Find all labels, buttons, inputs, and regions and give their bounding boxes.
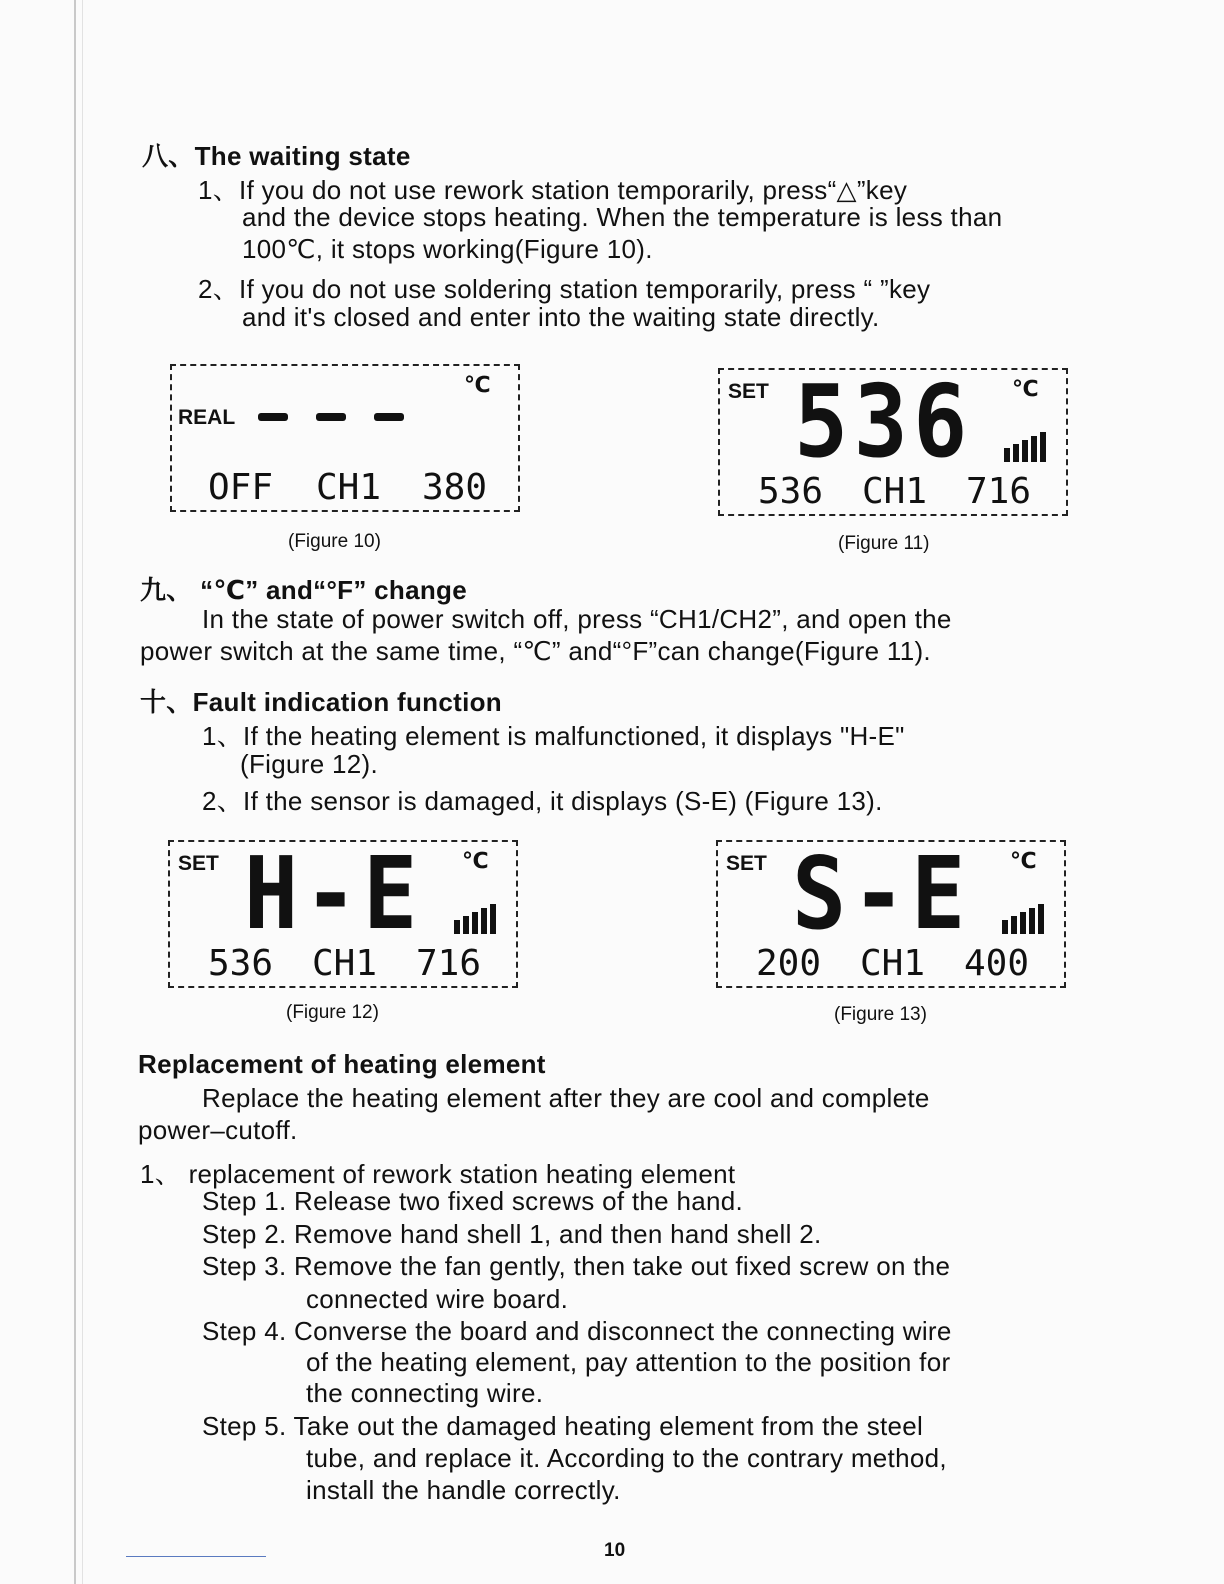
- paragraph-line: 100℃, it stops working(Figure 10).: [242, 234, 653, 264]
- signal-bars-icon: [454, 904, 499, 934]
- page-binding-shadow: [82, 0, 83, 1584]
- step-line: of the heating element, pay attention to the position for: [306, 1347, 951, 1377]
- figure-caption: (Figure 12): [286, 1002, 379, 1023]
- step-line: Step 2. Remove hand shell 1, and then hand shell 2.: [202, 1219, 822, 1249]
- step-line: Step 1. Release two fixed screws of the hand.: [202, 1186, 744, 1216]
- figure-caption: (Figure 10): [288, 531, 381, 552]
- paragraph-line: In the state of power switch off, press “CH1/CH2”, and open the: [202, 604, 952, 634]
- lcd-display-figure-11: [718, 363, 1068, 516]
- step-line: Step 5. Take out the damaged heating element from the steel: [202, 1411, 924, 1441]
- step-line: install the handle correctly.: [306, 1475, 621, 1505]
- section-heading-replacement: Replacement of heating element: [138, 1049, 546, 1079]
- lcd-value: 200: [756, 943, 822, 984]
- section-heading-waiting-state: 八、The waiting state: [142, 141, 411, 171]
- lcd-main-value: S-E: [792, 835, 971, 952]
- set-label: SET: [178, 852, 219, 875]
- dash-placeholder-digits: [258, 408, 432, 426]
- step-line: Step 4. Converse the board and disconnect the connecting wire: [202, 1316, 952, 1346]
- figure-caption: (Figure 11): [838, 533, 930, 554]
- lcd-display-figure-10: [170, 364, 520, 512]
- step-line: Step 3. Remove the fan gently, then take out fixed screw on the: [202, 1251, 951, 1281]
- lcd-channel: CH1: [862, 471, 928, 512]
- paragraph-line: 1、If you do not use rework station temporarily, press“△”key: [198, 175, 908, 205]
- celsius-unit: ℃: [462, 848, 489, 873]
- lcd-display-figure-13: [716, 835, 1066, 988]
- real-label: REAL: [178, 406, 236, 429]
- lcd-value: 400: [964, 943, 1030, 984]
- paragraph-line: 2、If the sensor is damaged, it displays (S-E) (Figure 13).: [202, 786, 883, 816]
- lcd-channel: CH1: [312, 943, 378, 984]
- lcd-channel: CH1: [316, 467, 382, 508]
- paragraph-line: and the device stops heating. When the temperature is less than: [242, 202, 1003, 232]
- section-heading-fault-indication: 十、Fault indication function: [140, 687, 502, 717]
- lcd-value: 536: [758, 471, 824, 512]
- page-number: 10: [604, 1540, 626, 1561]
- footer-rule: [126, 1556, 266, 1557]
- set-label: SET: [726, 852, 767, 875]
- paragraph-line: power switch at the same time, “℃” and“°F”can change(Figure 11).: [140, 636, 931, 666]
- celsius-unit: ℃: [1012, 376, 1039, 401]
- signal-bars-icon: [1002, 904, 1047, 934]
- lcd-value: 716: [966, 471, 1032, 512]
- lcd-value: 380: [422, 467, 488, 508]
- paragraph-line: 2、If you do not use soldering station temporarily, press “ ”key: [198, 274, 931, 304]
- lcd-channel: CH1: [860, 943, 926, 984]
- paragraph-line: 1、If the heating element is malfunctioned, it displays "H-E": [202, 721, 905, 751]
- set-label: SET: [728, 380, 769, 403]
- step-line: tube, and replace it. According to the contrary method,: [306, 1443, 947, 1473]
- signal-bars-icon: [1004, 432, 1049, 462]
- lcd-status: OFF: [208, 467, 274, 508]
- section-heading-unit-change: 九、 “℃” and“°F” change: [140, 575, 467, 605]
- lcd-main-value: H-E: [244, 835, 423, 952]
- celsius-unit: ℃: [464, 372, 491, 397]
- lcd-main-value: 536: [794, 363, 973, 480]
- figure-caption: (Figure 13): [834, 1004, 927, 1025]
- celsius-unit: ℃: [1010, 848, 1037, 873]
- list-item: 1、 replacement of rework station heating element: [140, 1159, 736, 1189]
- paragraph-line: power–cutoff.: [138, 1115, 298, 1145]
- lcd-value: 536: [208, 943, 274, 984]
- page-binding-edge: [74, 0, 76, 1584]
- paragraph-line: (Figure 12).: [240, 749, 378, 779]
- step-line: the connecting wire.: [306, 1378, 544, 1408]
- lcd-value: 716: [416, 943, 482, 984]
- paragraph-line: Replace the heating element after they are cool and complete: [202, 1083, 930, 1113]
- paragraph-line: and it's closed and enter into the waiting state directly.: [242, 302, 880, 332]
- lcd-display-figure-12: [168, 835, 518, 988]
- step-line: connected wire board.: [306, 1284, 569, 1314]
